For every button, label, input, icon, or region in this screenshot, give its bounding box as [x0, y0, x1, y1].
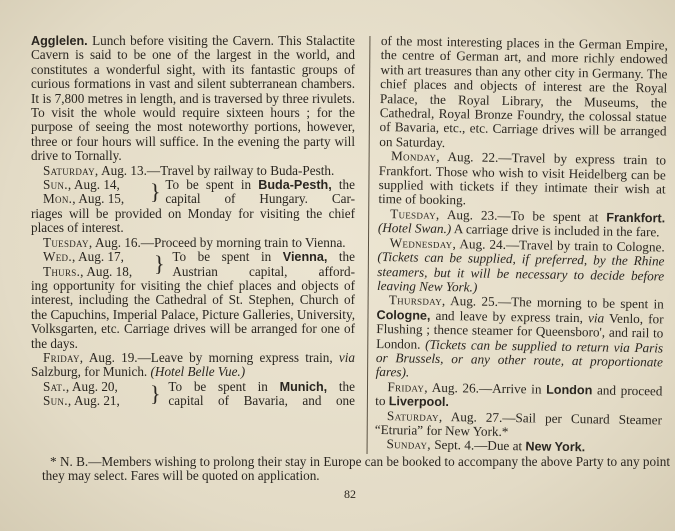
itinerary-entry-aug24 — [377, 236, 665, 298]
entry-text: Aug. 13.—Travel by railway to Buda-Pesth. — [101, 162, 335, 178]
date: Aug. 17, — [78, 249, 124, 265]
entry-text: Sept. 4.—Due at — [434, 437, 523, 454]
entry-text: Aug. 16.—Proceed by morning train to Vienna. — [95, 234, 346, 250]
bracket-glyph: } — [150, 179, 161, 205]
entry-text: To be spent in — [165, 177, 252, 193]
entry-text: capital of Bavaria, and one — [168, 393, 355, 409]
entry-text: To be spent in — [172, 249, 272, 265]
page-number: 82 — [344, 487, 356, 501]
itinerary-entry-aug13 — [31, 164, 355, 178]
left-column — [31, 34, 355, 409]
itinerary-entry-aggtelek — [31, 34, 355, 164]
entry-text: Aug. 22.—Travel by express train to Frankfort. Those who wish to visit Heidelberg can be supplied with tickets if they intimate their wish at time of booking. — [378, 149, 667, 208]
place-name: Agglelen. — [31, 34, 88, 48]
entry-text: and proceed to — [375, 382, 663, 409]
entry-text: Aug. 19.—Leave by morning express train, — [88, 349, 333, 365]
entry-text: the — [338, 249, 355, 265]
entry-text: Lunch before visiting the Cavern. This Stalactite Cavern is said to be one of the largest in the world, and constitutes a wonderful sight, with its fantastic groups of curious formations in vast and silent subterranean chambers. It is 7,800 metres in length, and is traversed by three rivulets. To visit the whole would require sixteen hours ; for the purpose of seeing the most noteworthy portions, however, three or four hours will suffice. In the evening the party will drive to Tornally. — [31, 33, 355, 164]
city-name: Frankfort. — [606, 210, 666, 226]
day-name: Wednesday, — [389, 234, 457, 251]
ticket-note: (Tickets can be supplied to return via Paris or Brussels, or any other route, at proportionate fares). — [375, 336, 664, 380]
entry-text: the — [338, 378, 356, 394]
hotel-name: (Hotel Swan.) — [377, 220, 452, 237]
itinerary-entry-aug20-21 — [31, 380, 355, 409]
entry-text: A carriage drive is included in the fare. — [453, 221, 660, 240]
hotel-name: (Hotel Belle Vue.) — [150, 364, 246, 380]
date: Aug. 14, — [74, 177, 120, 193]
entry-text: Aug. 25.—The morning to be spent in — [450, 293, 664, 312]
entry-text: To be spent in — [168, 378, 268, 394]
day-name: Saturday, — [386, 407, 443, 424]
day-name: Monday, — [390, 148, 440, 165]
column-divider — [367, 36, 371, 454]
itinerary-entry-aug25 — [376, 293, 664, 384]
day-name: Tuesday, — [390, 206, 440, 222]
city-name: Munich, — [279, 379, 328, 394]
entry-text: capital of Hungary. Car- — [165, 191, 355, 207]
date: Aug. 20, — [72, 378, 118, 394]
itinerary-entry-aug19 — [31, 351, 355, 380]
bracket-pair — [31, 380, 355, 409]
bracket-pair — [31, 178, 355, 207]
date: Aug. 18, — [86, 263, 133, 279]
via-word: via — [338, 349, 356, 365]
date: Aug. 21, — [74, 393, 120, 409]
itinerary-entry-aug14-15 — [31, 178, 355, 236]
day-name: Friday, — [43, 349, 84, 365]
itinerary-entry-aug22 — [378, 149, 666, 211]
entry-text: Austrian capital, afford- — [172, 263, 355, 279]
bracket-glyph: } — [154, 251, 165, 277]
day-name: Saturday, — [43, 162, 99, 178]
ticket-note: (Tickets can be supplied, if preferred, by the Rhine steamers, but it will be necessary to decide before leaving New York.) — [376, 249, 665, 295]
day-name: Tuesday, — [43, 234, 93, 250]
bracket-glyph: } — [150, 380, 161, 406]
itinerary-entry-aug17-18 — [31, 250, 355, 351]
day-name: Thurs., — [43, 263, 84, 279]
entry-text: the — [338, 177, 355, 193]
day-name: Sun., — [43, 177, 72, 193]
entry-text: Aug. 23.—To be spent at — [446, 206, 599, 225]
right-column — [374, 34, 668, 456]
city-name: Liverpool. — [388, 394, 450, 410]
entry-text: Aug. 27.—Sail per Cunard Steamer “Etruria” for New York.* — [374, 408, 663, 440]
via-word: via — [587, 310, 605, 326]
day-name: Mon., — [43, 191, 76, 207]
day-name: Friday, — [387, 378, 428, 395]
itinerary-entry-aug16 — [31, 236, 355, 250]
entry-text: and leave by express train, — [435, 307, 584, 325]
day-name: Wed., — [43, 249, 76, 265]
city-name: New York. — [525, 439, 586, 455]
entry-text: Aug. 26.—Arrive in — [431, 379, 542, 397]
city-name: London — [546, 382, 593, 398]
day-name: Thursday, — [388, 292, 446, 309]
entry-text: Aug. 24.—Travel by train to Cologne. — [459, 235, 665, 255]
bracket-pair — [31, 250, 355, 279]
entry-text: Salzburg, for Munich. — [31, 364, 148, 380]
entry-text: Venlo, for Flushing ; thence steamer for Queensboro', and rail to London. — [376, 310, 664, 352]
entry-text: riages will be provided on Monday for visiting the chief places of interest. — [31, 205, 355, 236]
day-name: Sat., — [43, 378, 70, 394]
city-name: Buda-Pesth, — [258, 178, 332, 193]
itinerary-continuation-munich: of the most interesting places in the German Empire, the centre of German art, and more richly endowed with art treasures than any other city in Germany. The chief places and objects of interest are the Royal Palace, the Royal Library, the Museums, the Cathedral, Royal Bronze Foundry, the colossal statue of Bavaria, etc., etc. Carriage drives will be arranged on Saturday. — [379, 33, 668, 150]
day-name: Sunday, — [386, 436, 432, 453]
day-name: Sun., — [43, 393, 72, 409]
footnote: * N. B.—Members wishing to prolong their stay in Europe can be booked to accompany the above Party to any point they may select. Fares will be quoted on application. — [42, 454, 670, 484]
city-name: Cologne, — [376, 307, 431, 323]
entry-text: ing opportunity for visiting the chief places and objects of interest, including the Cathedral of St. Stephen, Church of the Capuchins, Imperial Palace, Picture Galleries, University, Volksgarten, etc. Carriage drives will be arranged for one of the days. — [31, 277, 355, 351]
city-name: Vienna, — [282, 250, 328, 265]
date: Aug. 15, — [78, 191, 125, 207]
